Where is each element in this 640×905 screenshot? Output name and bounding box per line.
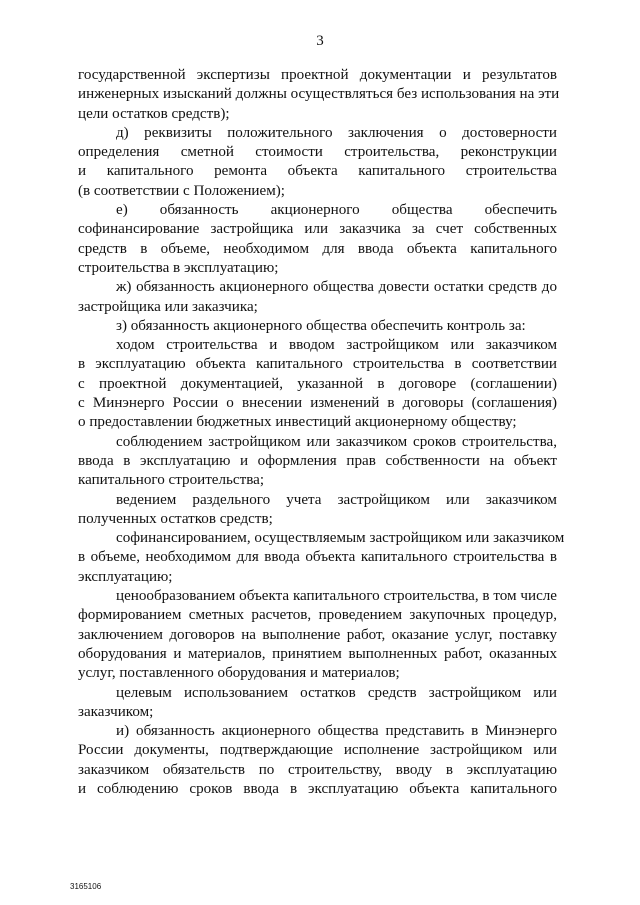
text-line: заказчиком обязательств по строительству, вводу в эксплуатацию	[78, 761, 557, 778]
text-line: целевым использованием остатков средств застройщиком или	[116, 684, 557, 701]
document-body	[78, 66, 565, 799]
text-line: инженерных изысканий должны осуществляться без использования на эти	[78, 86, 560, 103]
text-line: софинансированием, осуществляемым застройщиком или заказчиком	[116, 530, 565, 547]
text-line: з) обязанность акционерного общества обеспечить контроль за:	[116, 317, 526, 334]
text-line: с проектной документацией, указанной в договоре (соглашении)	[78, 375, 557, 392]
text-line: о предоставлении бюджетных инвестиций акционерному обществу;	[78, 414, 517, 431]
text-line: государственной экспертизы проектной документации и результатов	[78, 67, 557, 83]
text-line: софинансирование застройщика или заказчика за счет собственных	[78, 221, 557, 238]
text-line: в объеме, необходимом для ввода объекта капитального строительства в	[78, 549, 557, 566]
text-line: и соблюдению сроков ввода в эксплуатацию объекта капитального	[78, 780, 557, 797]
text-line: заказчиком;	[78, 703, 154, 720]
text-line: и капитального ремонта объекта капитального строительства	[78, 163, 557, 180]
text-line: строительства в эксплуатацию;	[78, 259, 279, 276]
text-line: формированием сметных расчетов, проведением закупочных процедур,	[78, 607, 557, 624]
text-line: России документы, подтверждающие исполнение застройщиком или	[78, 742, 557, 759]
text-line: заключением договоров на выполнение работ, оказание услуг, поставку	[78, 626, 557, 643]
text-line: с Минэнерго России о внесении изменений в договоры (соглашения)	[78, 395, 557, 412]
text-line: средств в объеме, необходимом для ввода объекта капитального	[78, 240, 557, 257]
text-line: ввода в эксплуатацию и оформления прав собственности на объект	[78, 452, 557, 469]
text-line: полученных остатков средств;	[78, 510, 273, 527]
text-line: в эксплуатацию объекта капитального строительства в соответствии	[78, 356, 557, 373]
text-line: определения сметной стоимости строительства, реконструкции	[78, 144, 557, 161]
text-line: и) обязанность акционерного общества представить в Минэнерго	[116, 723, 557, 740]
text-line: соблюдением застройщиком или заказчиком сроков строительства,	[116, 433, 557, 450]
text-line: ж) обязанность акционерного общества довести остатки средств до	[116, 279, 557, 296]
text-line: (в соответствии с Положением);	[78, 182, 285, 199]
text-line: услуг, поставленного оборудования и материалов;	[78, 665, 400, 682]
text-line: ходом строительства и вводом застройщиком или заказчиком	[116, 337, 557, 354]
text-line: цели остатков средств);	[78, 105, 230, 122]
text-line: капитального строительства;	[78, 472, 265, 489]
page-number: 3	[316, 33, 324, 49]
document-code: 3165106	[70, 882, 102, 891]
text-line: эксплуатацию;	[78, 568, 173, 585]
text-line: застройщика или заказчика;	[78, 298, 258, 315]
text-line: ценообразованием объекта капитального строительства, в том числе	[116, 588, 557, 605]
text-line: оборудования и материалов, принятием выполненных работ, оказанных	[78, 645, 557, 662]
text-line: д) реквизиты положительного заключения о достоверности	[116, 124, 557, 141]
text-line: е) обязанность акционерного общества обеспечить	[116, 202, 557, 219]
text-line: ведением раздельного учета застройщиком или заказчиком	[116, 491, 557, 508]
